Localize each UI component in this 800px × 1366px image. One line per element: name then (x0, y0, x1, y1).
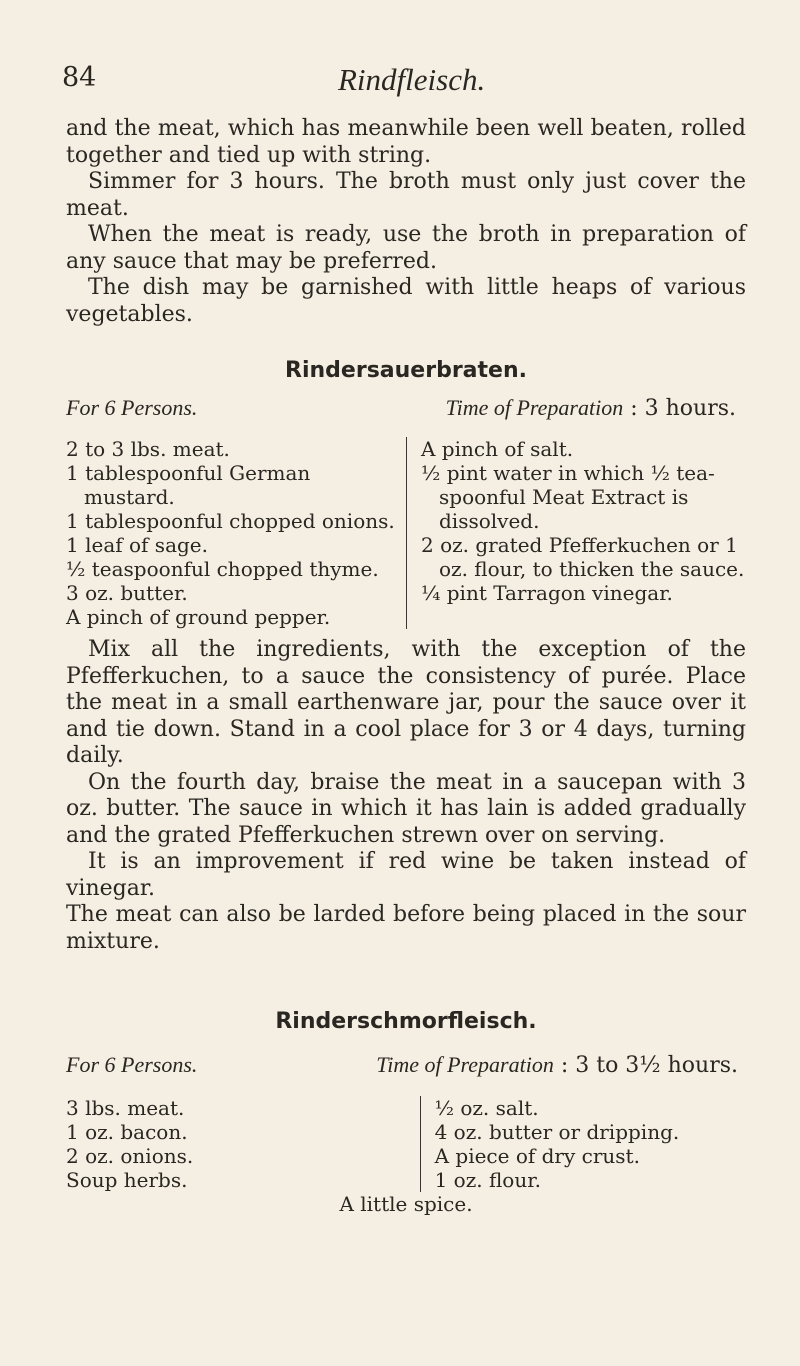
ingredient: ½ pint water in which ½ tea-spoonful Meat Extract is dissolved. (421, 461, 715, 533)
running-head (62, 62, 746, 112)
ingredient-footer: A little spice. (339, 1192, 473, 1216)
ingredient: 4 oz. butter or dripping. (434, 1120, 680, 1144)
ingredient: 1 tablespoonful German mustard. (66, 461, 311, 509)
paragraph: When the meat is ready, use the broth in preparation of any sauce that may be preferred. (66, 222, 746, 274)
ingredient: Soup herbs. (66, 1168, 188, 1192)
recipe-meta (66, 395, 746, 431)
ingredients-list (66, 437, 746, 629)
ingredient: 1 tablespoonful chopped onions. (66, 509, 395, 533)
recipe-title: Rinderschmorfleisch. (275, 1009, 537, 1034)
preparation-time-value: : 3 to 3½ hours. (560, 1053, 738, 1078)
ingredients-list (66, 1096, 746, 1192)
ingredient: 3 lbs. meat. (66, 1096, 185, 1120)
ingredient: ½ teaspoonful chopped thyme. (66, 557, 379, 581)
paragraph: The meat can also be larded before being placed in the sour mixture. (66, 902, 746, 954)
ingredient: A pinch of salt. (421, 437, 574, 461)
ingredient: 2 to 3 lbs. meat. (66, 437, 230, 461)
paragraph: Mix all the ingredients, with the exception of the Pfefferkuchen, to a sauce the consistency of purée. Place the meat in a small earthenware jar, pour the sauce over it and tie down. Stand in a cool place for 3 or 4 days, turning daily. (66, 637, 746, 768)
ingredients-column-left (66, 1096, 420, 1192)
page-number: 84 (62, 62, 97, 93)
method-text (66, 637, 746, 955)
ingredient: ¼ pint Tarragon vinegar. (421, 581, 673, 605)
preparation-time-label: Time of Preparation (376, 1052, 554, 1077)
paragraph: On the fourth day, braise the meat in a saucepan with 3 oz. butter. The sauce in which it has lain is added gradually and the grated Pfefferkuchen strewn over on serving. (66, 769, 746, 848)
ingredients-column-right (420, 1096, 746, 1192)
ingredient: 2 oz. onions. (66, 1144, 194, 1168)
preparation-time (376, 1052, 738, 1078)
ingredient: 3 oz. butter. (66, 581, 188, 605)
preparation-time-value: : 3 hours. (630, 396, 736, 421)
paragraph: Simmer for 3 hours. The broth must only just cover the meat. (66, 169, 746, 221)
ingredients-column-left (66, 437, 406, 629)
ingredient: ½ oz. salt. (434, 1096, 539, 1120)
recipe-title: Rindersauerbraten. (285, 358, 527, 383)
preparation-time-label: Time of Preparation (445, 395, 624, 420)
running-title: Rindfleisch. (338, 62, 486, 97)
ingredient: 2 oz. grated Pfefferkuchen or 1 oz. flour, to thicken the sauce. (421, 533, 745, 581)
ingredient: A piece of dry crust. (434, 1144, 640, 1168)
preparation-time (446, 395, 736, 421)
book-page (62, 62, 746, 1216)
ingredient: 1 oz. flour. (434, 1168, 541, 1192)
servings-label: For 6 Persons. (66, 1052, 198, 1077)
opening-text (66, 116, 746, 328)
ingredients-column-right (406, 437, 746, 629)
ingredient: A pinch of ground pepper. (66, 605, 331, 629)
recipe-meta (66, 1052, 746, 1088)
paragraph: It is an improvement if red wine be taken instead of vinegar. (66, 849, 746, 901)
ingredient: 1 leaf of sage. (66, 533, 208, 557)
servings-label: For 6 Persons. (66, 395, 198, 420)
paragraph: The dish may be garnished with little heaps of various vegetables. (66, 275, 746, 327)
paragraph: and the meat, which has meanwhile been well beaten, rolled together and tied up with string. (66, 116, 746, 168)
ingredient: 1 oz. bacon. (66, 1120, 188, 1144)
